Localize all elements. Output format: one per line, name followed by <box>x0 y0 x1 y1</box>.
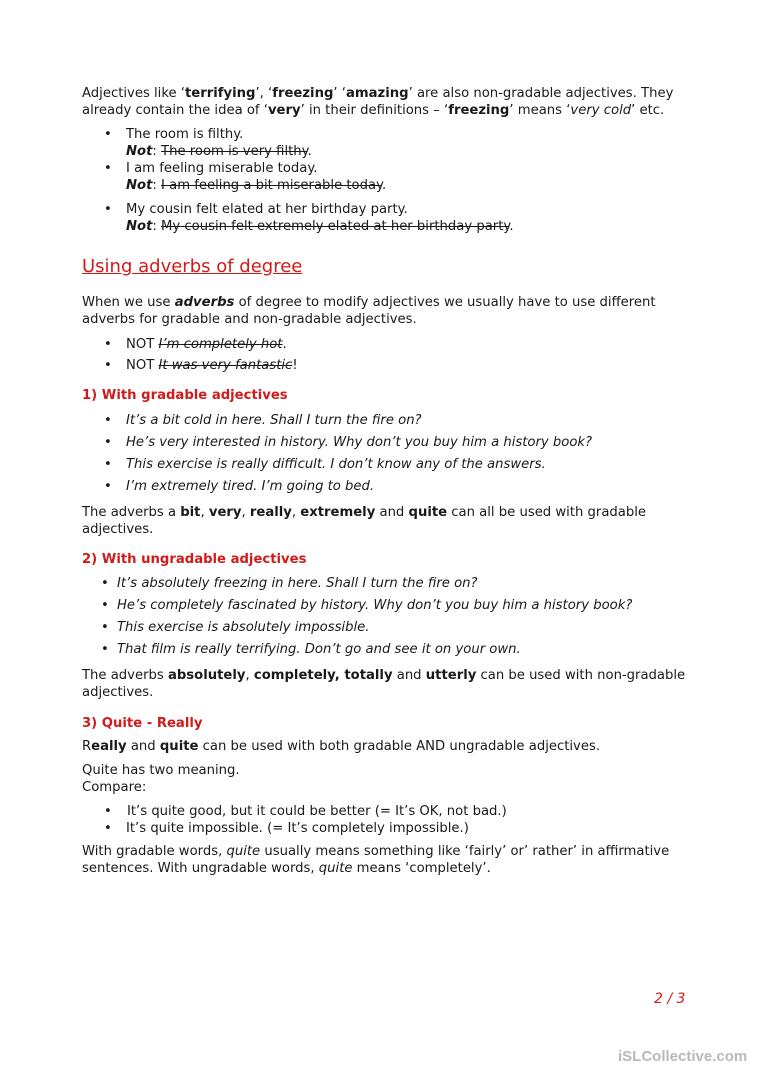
list-item: • He’s completely fascinated by history. Why don’t you buy him a history book? <box>82 595 692 617</box>
gradable-examples <box>82 410 692 498</box>
gradable-summary: The adverbs a bit, very, really, extremely and quite can all be used with gradable adjectives. <box>82 505 647 537</box>
list-item: • This exercise is absolutely impossible. <box>82 617 692 639</box>
watermark-logo: iSLCollective.com <box>618 1048 748 1065</box>
ungradable-examples <box>82 573 692 661</box>
list-item: • This exercise is really difficult. I don’t know any of the answers. <box>82 454 692 476</box>
not-list <box>82 334 692 376</box>
section-heading: Using adverbs of degree <box>82 256 303 277</box>
subheading-quite-really: 3) Quite - Really <box>82 716 203 731</box>
list-item: • NOT I’m completely hot. <box>82 334 692 355</box>
list-item: • He’s very interested in history. Why don’t you buy him a history book? <box>82 432 692 454</box>
example-list <box>82 126 692 235</box>
quite-examples <box>82 803 692 837</box>
list-item: • It’s a bit cold in here. Shall I turn the fire on? <box>82 410 692 432</box>
adverbs-intro: When we use adverbs of degree to modify adjectives we usually have to use different adverbs for gradable and non-gradable adjectives. <box>82 295 656 327</box>
ungradable-summary: The adverbs absolutely, completely, totally and utterly can be used with non-gradable adjectives. <box>82 668 686 700</box>
list-item: • My cousin felt elated at her birthday party. Not: My cousin felt extremely elated at her birthday party. <box>82 201 692 235</box>
quite-really-line: Really and quite can be used with both gradable AND ungradable adjectives. <box>82 739 601 754</box>
page-number: 2 / 3 <box>654 991 686 1007</box>
list-item: • The room is filthy. Not: The room is very filthy. <box>82 126 692 160</box>
intro-paragraph: Adjectives like ‘terrifying’, ‘freezing’ ‘amazing’ are also non-gradable adjectives. They already contain the idea of ‘very’ in their definitions – ‘freezing’ means ‘very cold’ etc. <box>82 86 674 118</box>
list-item: • I’m extremely tired. I’m going to bed. <box>82 476 692 498</box>
list-item: • It’s quite good, but it could be better (= It’s OK, not bad.) <box>82 803 692 820</box>
list-item: • I am feeling miserable today. Not: I am feeling a bit miserable today. <box>82 160 692 194</box>
subheading-gradable: 1) With gradable adjectives <box>82 388 288 403</box>
quite-meaning: Quite has two meaning. Compare: <box>82 763 240 795</box>
list-item: • It’s quite impossible. (= It’s completely impossible.) <box>82 820 692 837</box>
subheading-ungradable: 2) With ungradable adjectives <box>82 552 307 567</box>
list-item: • NOT It was very fantastic! <box>82 355 692 376</box>
list-item: • It’s absolutely freezing in here. Shall I turn the fire on? <box>82 573 692 595</box>
list-item: • That film is really terrifying. Don’t go and see it on your own. <box>82 639 692 661</box>
worksheet-page <box>82 85 692 877</box>
quite-final: With gradable words, quite usually means something like ‘fairly’ or’ rather’ in affirmative sentences. With ungradable words, quite means ‘completely’. <box>82 844 670 876</box>
